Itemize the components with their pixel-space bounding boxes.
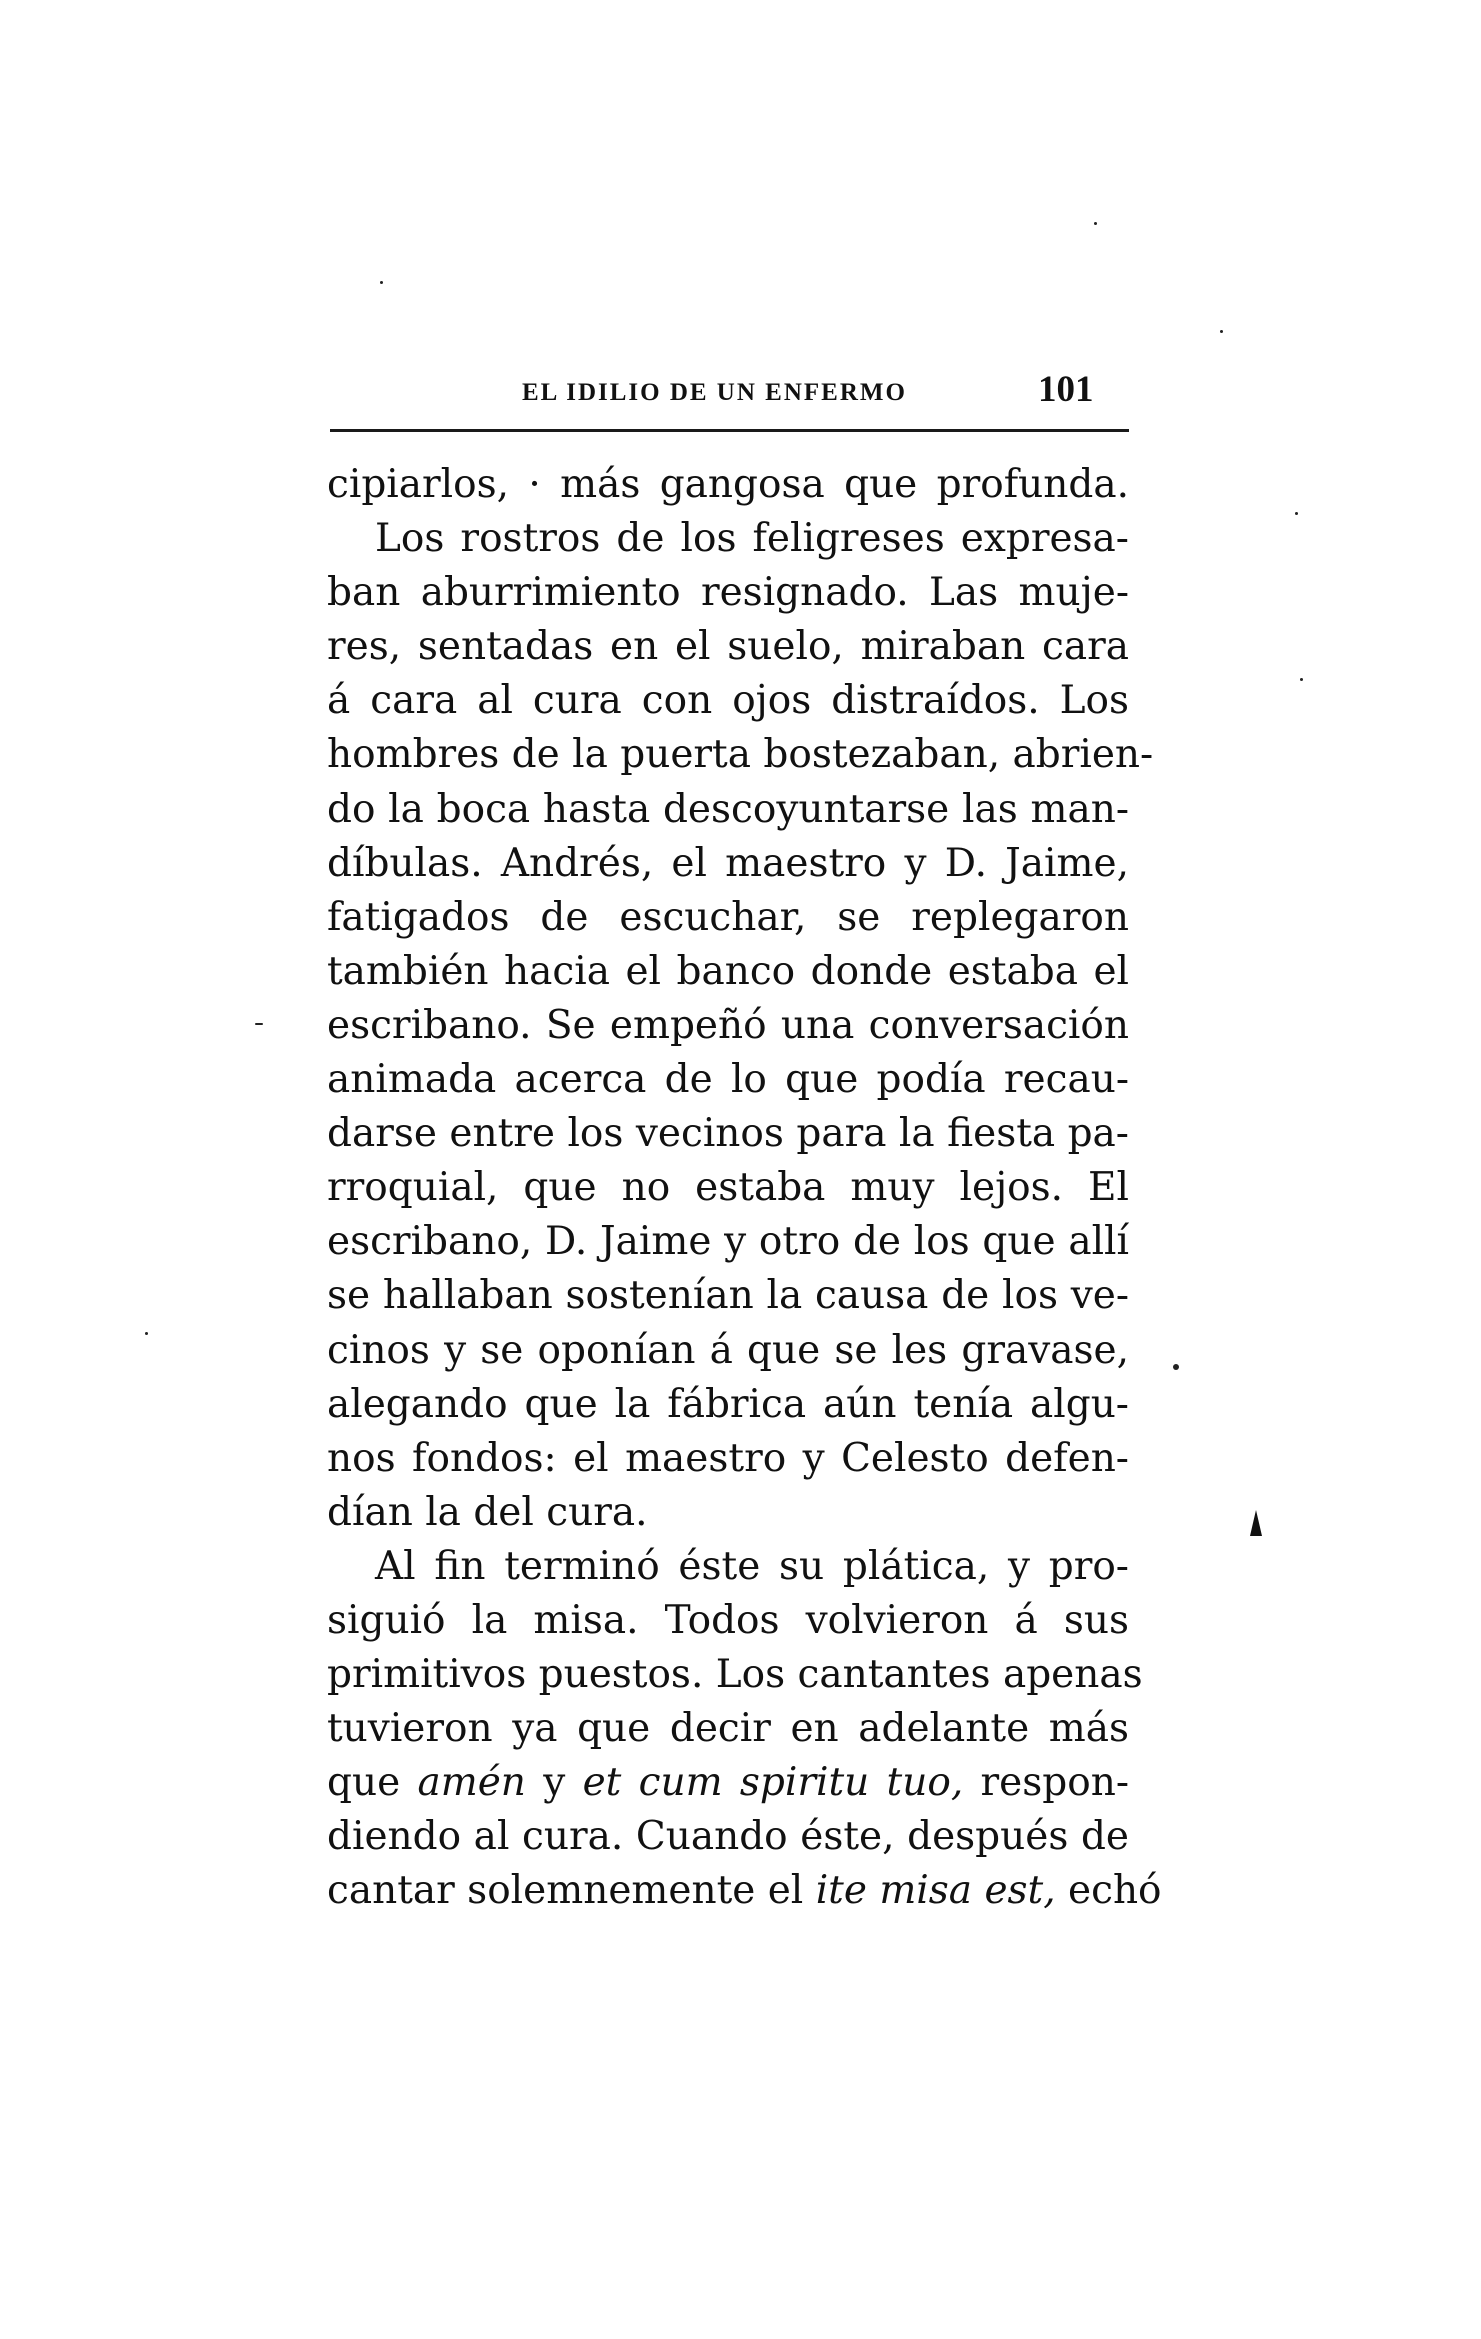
text-line: tuvieron ya que decir en adelante más [327,1706,1129,1752]
body-text [327,458,1162,1919]
ink-speck [1295,512,1298,515]
ink-speck [255,1023,263,1025]
italic-fragment: et cum spiritu tuo, [582,1760,964,1806]
text-line: darse entre los vecinos para la fiesta pa- [327,1111,1129,1157]
text-line: hombres de la puerta bostezaban, abrien- [327,732,1154,778]
running-title: EL IDILIO DE UN ENFERMO [522,379,907,406]
text-line: se hallaban sostenían la causa de los ve- [327,1273,1129,1319]
page-number: 101 [1038,369,1094,410]
text-line [327,1756,1129,1810]
text-line: rroquial, que no estaba muy lejos. El [327,1165,1129,1211]
text-line: fatigados de escuchar, se replegaron [327,894,1129,940]
ink-speck [1300,678,1303,681]
ink-mark-icon [1250,1510,1262,1536]
text-line: animada acerca de lo que podía recau- [327,1057,1129,1103]
text-fragment: respon- [980,1760,1130,1806]
text-line: siguió la misa. Todos volvieron á sus [327,1597,1129,1643]
text-line: Al fin terminó éste su plática, y pro- [375,1543,1129,1589]
ink-speck [145,1332,148,1335]
text-line: díbulas. Andrés, el maestro y D. Jaime, [327,840,1129,886]
ink-speck [380,281,383,284]
ink-speck [1173,1364,1179,1370]
text-line: Los rostros de los feligreses expresa- [375,516,1129,562]
text-fragment: que [327,1760,401,1806]
text-line: alegando que la fábrica aún tenía algu- [327,1381,1129,1427]
text-fragment: echó [1068,1868,1162,1914]
text-line: también hacia el banco donde estaba el [327,948,1129,994]
text-line [327,1864,1162,1918]
text-line: á cara al cura con ojos distraídos. Los [327,678,1129,724]
header-rule [330,429,1129,432]
text-line: ban aburrimiento resignado. Las muje- [327,570,1129,616]
ink-speck [1220,330,1223,333]
text-line: dían la del cura. [327,1489,648,1535]
ink-speck [1094,222,1097,225]
text-line: diendo al cura. Cuando éste, después de [327,1814,1129,1860]
text-line: escribano. Se empeñó una conversación [327,1002,1129,1048]
italic-fragment: ite misa est, [815,1868,1056,1914]
text-line: nos fondos: el maestro y Celesto defen- [327,1435,1129,1481]
text-line: res, sentadas en el suelo, miraban cara [327,624,1129,670]
text-fragment: y [543,1760,566,1806]
running-head [329,366,1129,416]
italic-fragment: amén [417,1760,526,1806]
text-line: escribano, D. Jaime y otro de los que allí [327,1219,1129,1265]
text-line: do la boca hasta descoyuntarse las man- [327,786,1129,832]
text-line: cipiarlos, · más gangosa que profunda. [327,462,1129,507]
text-line: cinos y se oponían á que se les gravase, [327,1327,1129,1373]
text-fragment: cantar solemnemente el [327,1868,804,1914]
text-line: primitivos puestos. Los cantantes apenas [327,1652,1143,1698]
